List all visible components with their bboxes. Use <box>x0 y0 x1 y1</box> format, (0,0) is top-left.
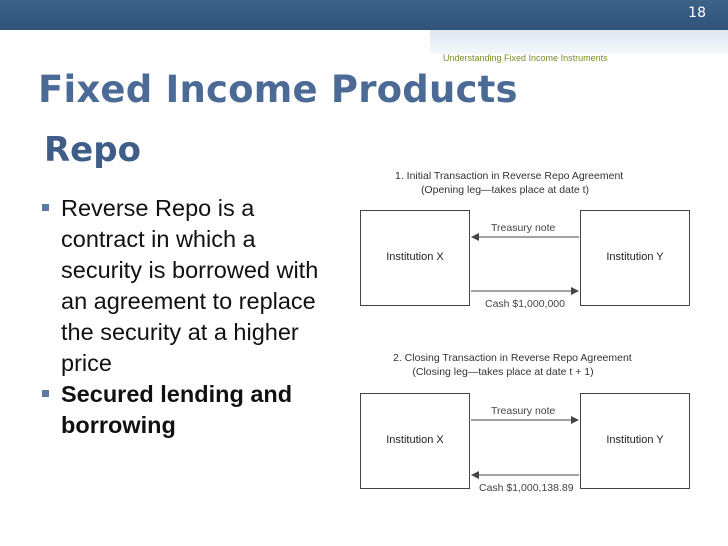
bullet-square-icon <box>42 390 49 397</box>
bullet-list <box>42 193 342 441</box>
reverse-repo-diagram <box>355 0 700 546</box>
arrows-layer <box>355 0 700 546</box>
panel2-caption-line2: (Closing leg—takes place at date t + 1) <box>412 366 594 378</box>
panel2-cash-label: Cash $1,000,138.89 <box>479 482 574 494</box>
panel2-caption-line1: 2. Closing Transaction in Reverse Repo Agreement <box>393 352 632 364</box>
panel1-institution-x-label: Institution X <box>386 251 444 263</box>
slide-subtitle: Repo <box>44 130 141 170</box>
panel2-institution-x-label: Institution X <box>386 434 444 446</box>
header-subtitle: Understanding Fixed Income Instruments <box>443 53 608 63</box>
bullet-item <box>42 379 342 441</box>
bullet-square-icon <box>42 204 49 211</box>
panel1-institution-y-label: Institution Y <box>606 251 664 263</box>
slide-number: 18 <box>688 5 706 21</box>
panel1-caption-line1: 1. Initial Transaction in Reverse Repo Agreement <box>395 170 624 182</box>
panel2-treasury-note-label: Treasury note <box>491 405 556 417</box>
panel1-cash-label: Cash $1,000,000 <box>485 298 565 310</box>
panel1-treasury-note-label: Treasury note <box>491 222 556 234</box>
bullet-text: Reverse Repo is a contract in which a security is borrowed with an agreement to replace the security at a higher price <box>61 195 319 376</box>
panel2-institution-y-label: Institution Y <box>606 434 664 446</box>
panel1-caption-line2: (Opening leg—takes place at date t) <box>420 184 590 196</box>
slide-title: Fixed Income Products <box>38 68 518 111</box>
bullet-item <box>42 193 342 379</box>
bullet-text: Secured lending and borrowing <box>61 381 293 438</box>
